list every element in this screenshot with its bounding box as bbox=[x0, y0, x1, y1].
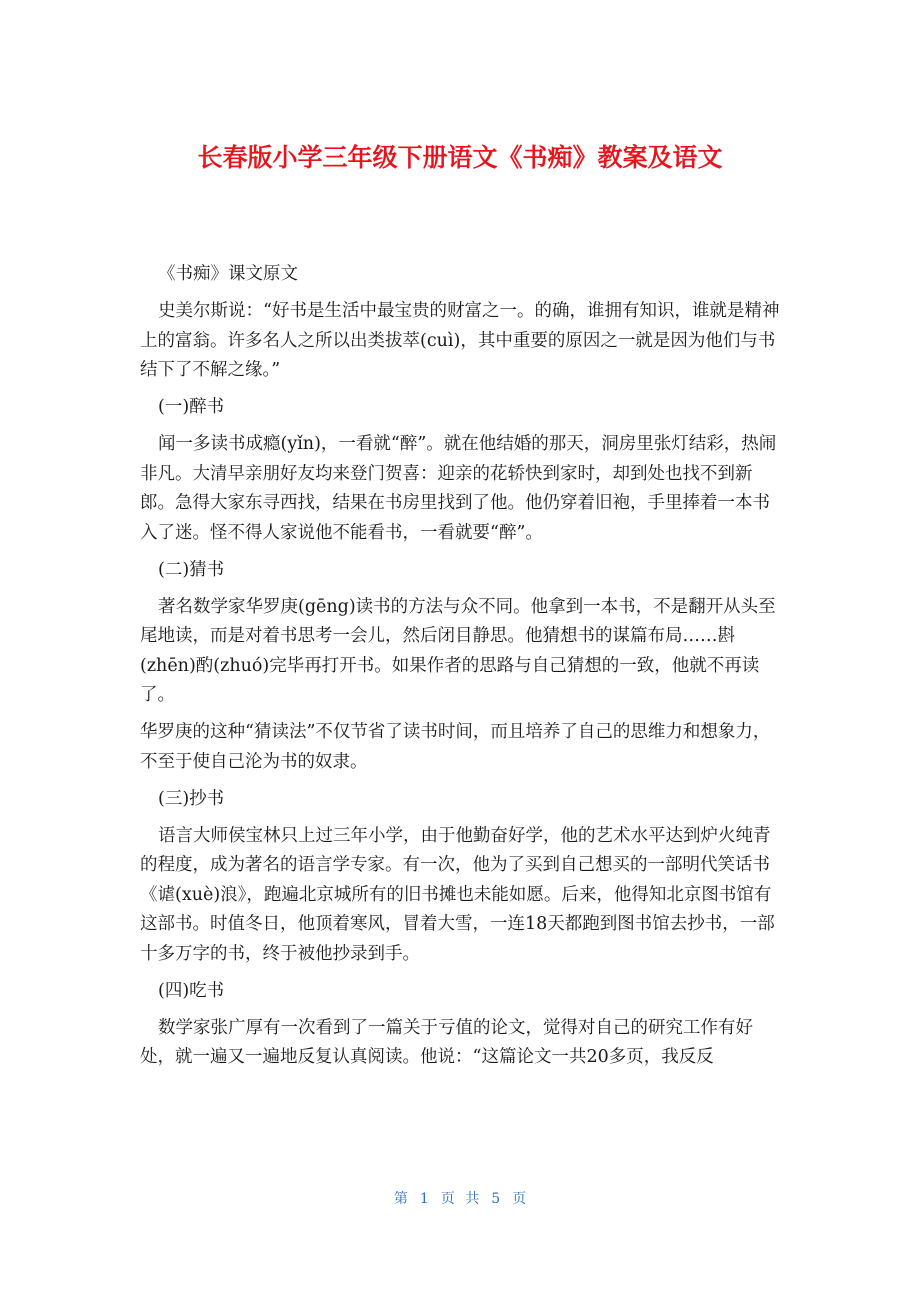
page-footer bbox=[0, 1188, 920, 1208]
footer-label-pages: 页 bbox=[512, 1191, 527, 1207]
footer-label-page: 第 bbox=[393, 1191, 408, 1207]
paragraph-hua-luogeng: 著名数学家华罗庚(gēng)读书的方法与众不同。他拿到一本书，不是翻开从头至尾地读，而是对着书思考一会儿，然后闭目静思。他猜想书的谋篇布局……斟(zhēn)酌(zhuó)完毕再打开书。如果作者的思路与自己猜想的一致，他就不再读了。 bbox=[140, 596, 776, 705]
document-body bbox=[140, 260, 780, 1080]
section-heading-drunk-on-books: (一)醉书 bbox=[158, 397, 225, 417]
section-heading-eating-books: (四)吃书 bbox=[158, 980, 225, 1001]
footer-total-pages: 5 bbox=[491, 1191, 501, 1207]
paragraph-wen-yiduo: 闻一多读书成瘾(yǐn)，一看就“醉”。就在他结婚的那天，洞房里张灯结彩，热闹非凡。大清早亲朋好友均来登门贺喜：迎亲的花轿快到家时，却到处也找不到新郎。急得大家东寻西找，结果在书房里找到了他。他仍穿着旧袍，手里捧着一本书入了迷。怪不得人家说他不能看书，一看就要“醉”。 bbox=[140, 434, 777, 543]
document-title: 长春版小学三年级下册语文《书痴》教案及语文 bbox=[197, 143, 723, 172]
paragraph-intro: 史美尔斯说：“好书是生活中最宝贵的财富之一。的确，谁拥有知识，谁就是精神上的富翁。许多名人之所以出类拔萃(cuì)，其中重要的原因之一就是因为他们与书结下了不解之缘。” bbox=[140, 301, 780, 380]
footer-current-page: 1 bbox=[419, 1191, 429, 1207]
paragraph-hou-baolin: 语言大师侯宝林只上过三年小学，由于他勤奋好学，他的艺术水平达到炉火纯青的程度，成为著名的语言学专家。有一次，他为了买到自己想买的一部明代笑话书《谑(xuè)浪》，跑遍北京城所有的旧书摊也未能如愿。后来，他得知北京图书馆有这部书。时值冬日，他顶着寒风，冒着大雪，一连18天都跑到图书馆去抄书，一部十多万字的书，终于被他抄录到手。 bbox=[140, 825, 775, 964]
footer-label-of: 页 共 bbox=[440, 1191, 480, 1207]
paragraph-guess-reading-method: 华罗庚的这种“猜读法”不仅节省了读书时间，而且培养了自己的思维力和想象力，不至于使自己沦为书的奴隶。 bbox=[140, 722, 771, 772]
section-heading-original-text: 《书痴》课文原文 bbox=[158, 264, 298, 284]
section-heading-copying-books: (三)抄书 bbox=[158, 788, 225, 809]
paragraph-zhang-guanghou: 数学家张广厚有一次看到了一篇关于亏值的论文，觉得对自己的研究工作有好处，就一遍又一遍地反复认真阅读。他说：“这篇论文一共20多页，我反反 bbox=[140, 1017, 753, 1067]
section-heading-guessing-books: (二)猜书 bbox=[158, 559, 225, 580]
